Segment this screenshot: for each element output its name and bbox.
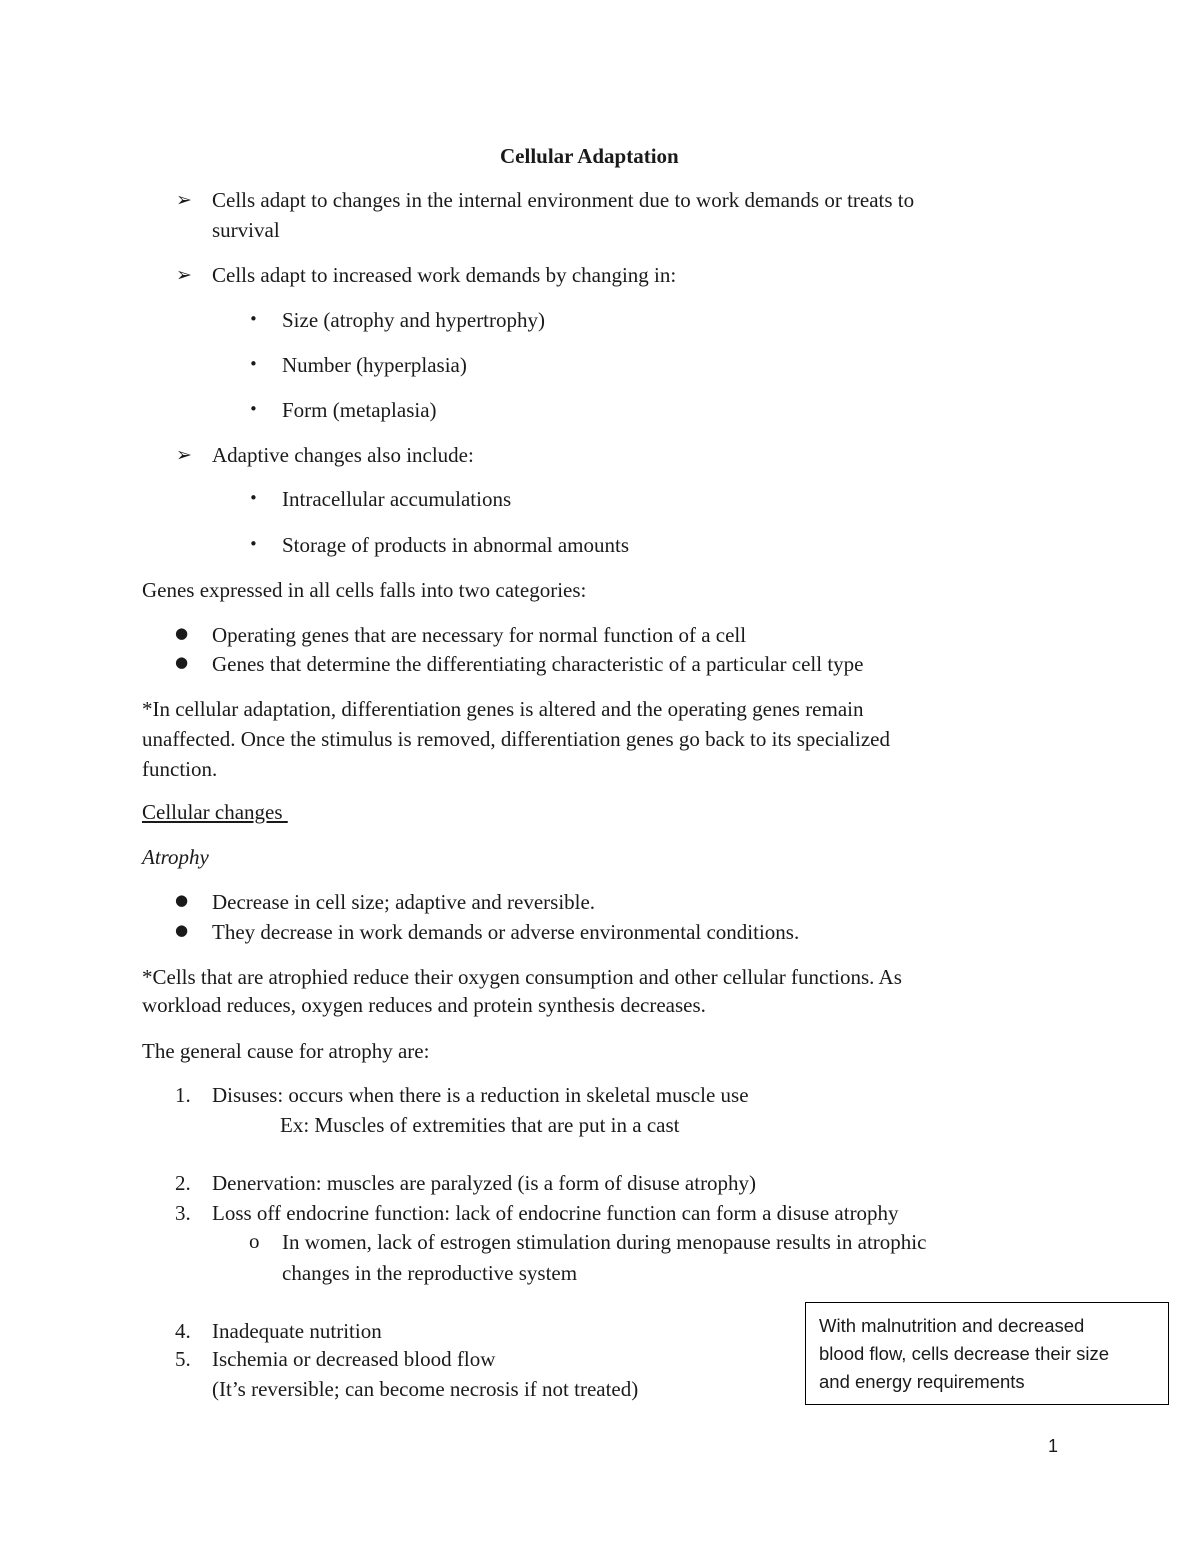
bullet-round-icon: ●	[175, 653, 189, 671]
change-type-form: Form (metaplasia)	[282, 398, 437, 422]
page-title: Cellular Adaptation	[500, 144, 679, 168]
cause-1: Disuses: occurs when there is a reduction in skeletal muscle use	[212, 1083, 749, 1107]
cause-number: 4.	[175, 1319, 191, 1343]
callout-line1: With malnutrition and decreased	[819, 1315, 1085, 1336]
cause-3: Loss off endocrine function: lack of endocrine function can form a disuse atrophy	[212, 1201, 899, 1225]
bullet-dot-icon: •	[249, 400, 258, 418]
cause-3-sub-line2: changes in the reproductive system	[282, 1261, 578, 1285]
callout-line3: and energy requirements	[819, 1371, 1025, 1392]
subheading-atrophy: Atrophy	[142, 845, 209, 869]
bullet-round-icon: ●	[175, 921, 189, 939]
arrow-item-2: Cells adapt to increased work demands by changing in:	[212, 263, 677, 287]
callout-line2: blood flow, cells decrease their size	[819, 1343, 1109, 1364]
cause-number: 3.	[175, 1201, 191, 1225]
gene-category-1: Operating genes that are necessary for normal function of a cell	[212, 623, 747, 647]
bullet-dot-icon: •	[249, 355, 258, 373]
change-type-number: Number (hyperplasia)	[282, 353, 467, 377]
cause-3-sub-line1: In women, lack of estrogen stimulation during menopause results in atrophic	[282, 1230, 927, 1254]
atrophy-point-2: They decrease in work demands or adverse environmental conditions.	[212, 920, 800, 944]
section-heading: Cellular changes	[142, 800, 288, 824]
arrow-bullet-icon: ➢	[176, 444, 192, 466]
gene-category-2: Genes that determine the differentiating characteristic of a particular cell type	[212, 652, 864, 676]
adaptive-change-1: Intracellular accumulations	[282, 487, 512, 511]
cause-number: 1.	[175, 1083, 191, 1107]
note1-line3: function.	[142, 757, 218, 781]
bullet-round-icon: ●	[175, 624, 189, 642]
cause-5: Ischemia or decreased blood flow	[212, 1347, 496, 1371]
adaptive-change-2: Storage of products in abnormal amounts	[282, 533, 630, 557]
cause-1-example: Ex: Muscles of extremities that are put in a cast	[280, 1113, 680, 1137]
page-number: 1	[1048, 1436, 1059, 1456]
cause-5-note: (It’s reversible; can become necrosis if not treated)	[212, 1377, 639, 1401]
note2-line1: *Cells that are atrophied reduce their oxygen consumption and other cellular functions. As	[142, 965, 902, 989]
bullet-dot-icon: •	[249, 489, 258, 507]
bullet-dot-icon: •	[249, 310, 258, 328]
arrow-item-3: Adaptive changes also include:	[212, 443, 474, 467]
cause-number: 5.	[175, 1347, 191, 1371]
change-type-size: Size (atrophy and hypertrophy)	[282, 308, 546, 332]
arrow-bullet-icon: ➢	[176, 264, 192, 286]
note1-line1: *In cellular adaptation, differentiation genes is altered and the operating genes remain	[142, 697, 864, 721]
bullet-round-icon: ●	[175, 891, 189, 909]
causes-intro: The general cause for atrophy are:	[142, 1039, 430, 1063]
genes-intro: Genes expressed in all cells falls into two categories:	[142, 578, 587, 602]
arrow-bullet-icon: ➢	[176, 189, 192, 211]
sub-bullet-circle-icon: o	[249, 1229, 260, 1253]
note1-line2: unaffected. Once the stimulus is removed, differentiation genes go back to its specialized	[142, 727, 890, 751]
bullet-dot-icon: •	[249, 535, 258, 553]
note2-line2: workload reduces, oxygen reduces and protein synthesis decreases.	[142, 993, 706, 1017]
cause-number: 2.	[175, 1171, 191, 1195]
atrophy-point-1: Decrease in cell size; adaptive and reversible.	[212, 890, 596, 914]
cause-4: Inadequate nutrition	[212, 1319, 382, 1343]
arrow-item-1-line2: survival	[212, 218, 280, 242]
cause-2: Denervation: muscles are paralyzed (is a form of disuse atrophy)	[212, 1171, 757, 1195]
arrow-item-1-line1: Cells adapt to changes in the internal environment due to work demands or treats to	[212, 188, 915, 212]
callout-box	[805, 1302, 1169, 1405]
